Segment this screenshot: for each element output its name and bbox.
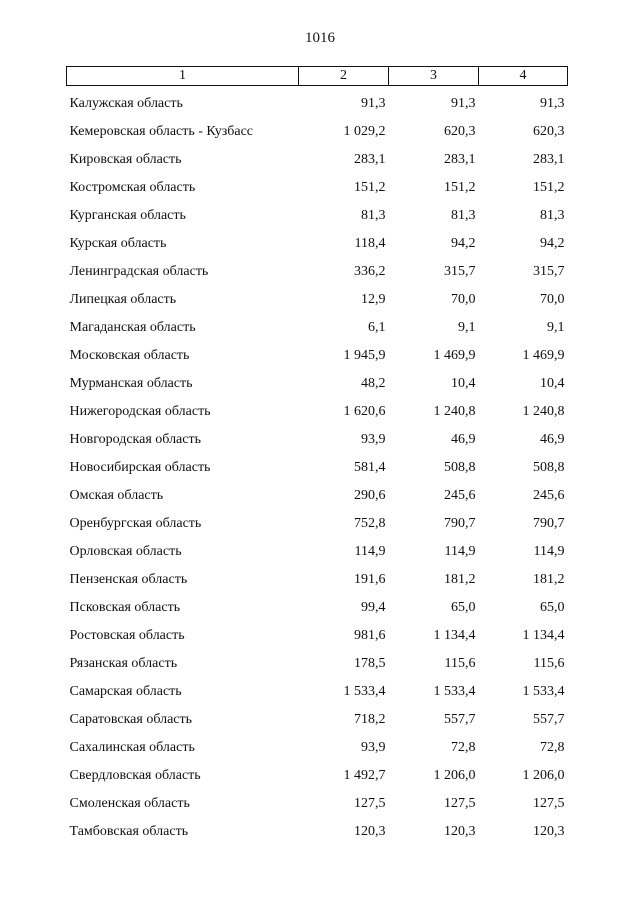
value-col-4: 81,3 [540,208,565,223]
value-col-3: 1 533,4 [433,684,476,699]
column-header-3: 3 [389,67,479,86]
region-name: Московская область [69,348,190,363]
value-col-4: 70,0 [540,292,565,307]
value-col-3: 9,1 [458,320,476,335]
table-row [67,286,568,314]
value-col-3: 94,2 [451,236,476,251]
table-row [67,230,568,258]
region-name: Тамбовская область [69,824,189,839]
region-name: Сахалинская область [69,740,195,755]
value-col-3: 1 206,0 [433,768,476,783]
region-name: Псковская область [69,600,181,615]
region-name: Новосибирская область [69,460,211,475]
table-row [67,146,568,174]
data-table [66,66,568,846]
value-col-3: 72,8 [451,740,476,755]
value-col-4: 283,1 [533,152,565,167]
value-col-3: 315,7 [444,264,476,279]
value-col-4: 151,2 [533,180,565,195]
value-col-4: 120,3 [533,824,565,839]
column-header-2: 2 [299,67,389,86]
value-col-4: 1 206,0 [522,768,565,783]
table-row [67,734,568,762]
value-col-2: 1 029,2 [343,124,386,139]
table-row [67,790,568,818]
region-name: Калужская область [69,96,183,111]
value-col-4: 72,8 [540,740,565,755]
value-col-4: 1 134,4 [522,628,565,643]
value-col-4: 315,7 [533,264,565,279]
value-col-4: 94,2 [540,236,565,251]
value-col-2: 81,3 [361,208,386,223]
value-col-2: 981,6 [354,628,386,643]
value-col-3: 557,7 [444,712,476,727]
value-col-2: 718,2 [354,712,386,727]
value-col-3: 46,9 [451,432,476,447]
table-row [67,678,568,706]
value-col-4: 790,7 [533,516,565,531]
value-col-2: 127,5 [354,796,386,811]
table-row [67,174,568,202]
value-col-2: 114,9 [354,544,386,559]
value-col-2: 12,9 [361,292,386,307]
value-col-2: 1 945,9 [343,348,386,363]
table-row [67,538,568,566]
value-col-3: 1 134,4 [433,628,476,643]
value-col-2: 178,5 [354,656,386,671]
value-col-4: 557,7 [533,712,565,727]
table-row [67,482,568,510]
value-col-2: 1 492,7 [343,768,386,783]
table-row [67,398,568,426]
value-col-3: 91,3 [451,96,476,111]
value-col-2: 290,6 [354,488,386,503]
region-name: Кировская область [69,152,182,167]
table-row [67,762,568,790]
value-col-4: 115,6 [533,656,565,671]
value-col-2: 1 533,4 [343,684,386,699]
value-col-4: 620,3 [533,124,565,139]
value-col-4: 114,9 [533,544,565,559]
value-col-3: 115,6 [444,656,476,671]
region-name: Магаданская область [69,320,196,335]
value-col-2: 93,9 [361,432,386,447]
table-row [67,314,568,342]
table-row [67,454,568,482]
page-number: 1016 [305,30,335,46]
table-row [67,86,568,119]
value-col-3: 127,5 [444,796,476,811]
column-header-4: 4 [479,67,568,86]
value-col-4: 181,2 [533,572,565,587]
value-col-4: 65,0 [540,600,565,615]
region-name: Самарская область [69,684,182,699]
value-col-4: 10,4 [540,376,565,391]
value-col-3: 81,3 [451,208,476,223]
region-name: Курская область [69,236,167,251]
value-col-2: 48,2 [361,376,386,391]
value-col-3: 114,9 [444,544,476,559]
value-col-2: 1 620,6 [343,404,386,419]
table-row [67,650,568,678]
region-name: Орловская область [69,544,182,559]
value-col-4: 508,8 [533,460,565,475]
table-row [67,706,568,734]
region-name: Новгородская область [69,432,201,447]
table-row [67,426,568,454]
value-col-2: 99,4 [361,600,386,615]
value-col-4: 91,3 [540,96,565,111]
value-col-4: 46,9 [540,432,565,447]
value-col-4: 245,6 [533,488,565,503]
table-row [67,370,568,398]
value-col-2: 581,4 [354,460,386,475]
value-col-3: 181,2 [444,572,476,587]
value-col-2: 120,3 [354,824,386,839]
value-col-2: 283,1 [354,152,386,167]
column-header-1: 1 [67,67,299,86]
table-row [67,202,568,230]
region-name: Курганская область [69,208,186,223]
value-col-4: 1 469,9 [522,348,565,363]
region-name: Свердловская область [69,768,201,783]
value-col-3: 508,8 [444,460,476,475]
region-name: Ростовская область [69,628,185,643]
value-col-3: 283,1 [444,152,476,167]
value-col-2: 336,2 [354,264,386,279]
table-header [67,67,568,86]
region-name: Костромская область [69,180,196,195]
region-name: Саратовская область [69,712,193,727]
table-row [67,118,568,146]
region-name: Оренбургская область [69,516,202,531]
value-col-2: 6,1 [368,320,386,335]
table-row [67,342,568,370]
value-col-3: 151,2 [444,180,476,195]
value-col-3: 65,0 [451,600,476,615]
value-col-3: 620,3 [444,124,476,139]
region-name: Рязанская область [69,656,178,671]
region-name: Липецкая область [69,292,177,307]
region-name: Омская область [69,488,164,503]
table-row [67,510,568,538]
table-row [67,566,568,594]
value-col-2: 151,2 [354,180,386,195]
region-name: Мурманская область [69,376,193,391]
table-body [67,86,568,847]
value-col-2: 91,3 [361,96,386,111]
value-col-2: 93,9 [361,740,386,755]
value-col-3: 70,0 [451,292,476,307]
value-col-2: 191,6 [354,572,386,587]
value-col-3: 245,6 [444,488,476,503]
table-row [67,818,568,846]
value-col-4: 1 533,4 [522,684,565,699]
region-name: Кемеровская область - Кузбасс [69,124,254,139]
value-col-4: 127,5 [533,796,565,811]
region-name: Пензенская область [69,572,188,587]
value-col-3: 790,7 [444,516,476,531]
table-row [67,594,568,622]
value-col-3: 10,4 [451,376,476,391]
region-name: Смоленская область [69,796,190,811]
region-name: Нижегородская область [69,404,211,419]
value-col-3: 120,3 [444,824,476,839]
region-name: Ленинградская область [69,264,209,279]
value-col-2: 118,4 [354,236,386,251]
table-row [67,258,568,286]
value-col-2: 752,8 [354,516,386,531]
value-col-4: 1 240,8 [522,404,565,419]
header-row [67,67,568,86]
value-col-3: 1 469,9 [433,348,476,363]
table-row [67,622,568,650]
value-col-3: 1 240,8 [433,404,476,419]
value-col-4: 9,1 [547,320,565,335]
